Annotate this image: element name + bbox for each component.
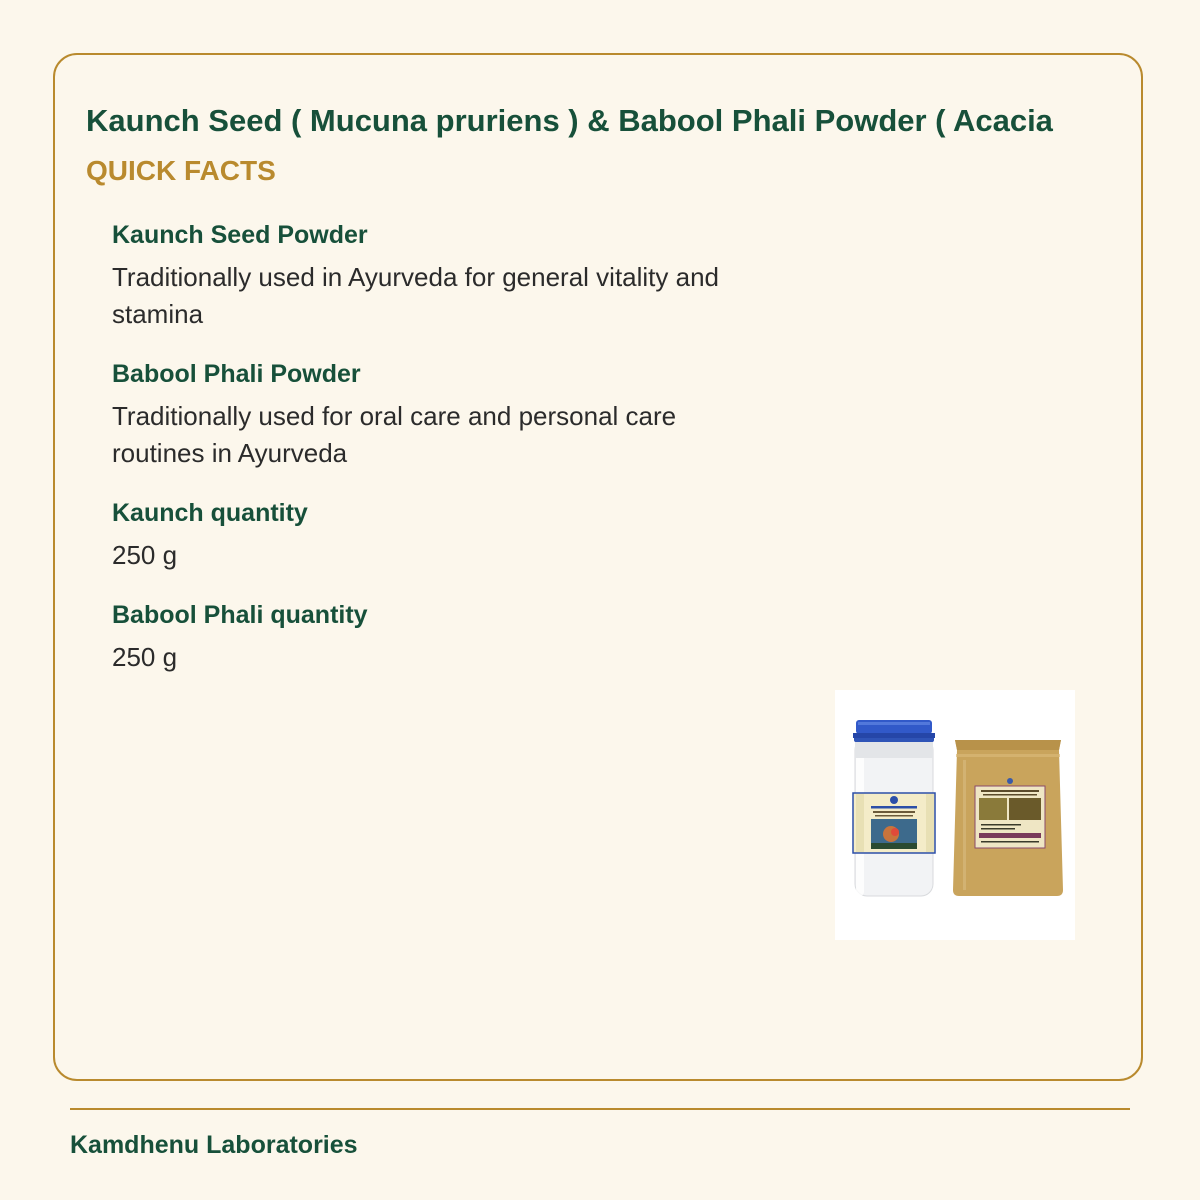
fact-value: Traditionally used for oral care and personal care routines in Ayurveda [112,401,677,468]
pouch-illustration [953,740,1063,896]
fact-babool-phali-powder [112,359,772,472]
quick-facts-card [53,53,1143,1081]
footer-divider [70,1108,1130,1110]
fact-label: Babool Phali Powder [112,360,361,388]
quick-facts-heading: QUICK FACTS [86,155,276,186]
jar-illustration [853,720,935,896]
product-image [835,690,1075,940]
fact-label: Kaunch quantity [112,499,308,527]
brand-name: Kamdhenu Laboratories [70,1131,358,1159]
fact-babool-phali-quantity [112,600,772,676]
fact-label: Kaunch Seed Powder [112,221,368,249]
fact-value: 250 g [112,540,178,570]
fact-kaunch-seed-powder [112,220,772,333]
fact-value: 250 g [112,642,178,672]
facts-list [112,220,772,702]
fact-label: Babool Phali quantity [112,601,368,629]
product-title: Kaunch Seed ( Mucuna pruriens ) & Babool Phali Powder ( Acacia [86,103,1053,138]
fact-kaunch-quantity [112,498,772,574]
fact-value: Traditionally used in Ayurveda for general vitality and stamina [112,262,720,329]
